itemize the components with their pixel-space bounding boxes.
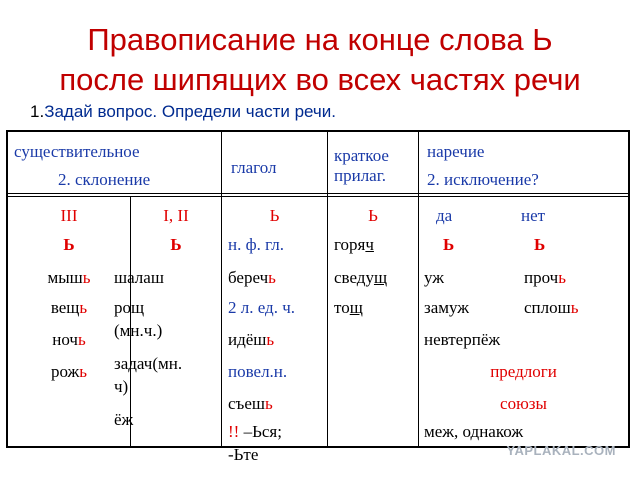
list-item: уж (424, 268, 445, 287)
col-divider-verb (221, 130, 222, 446)
list-item: рощ (114, 298, 145, 317)
adj-soft-sign: Ь (368, 206, 378, 225)
col-divider-adj (327, 130, 328, 446)
list-item: (мн.ч.) (114, 321, 163, 340)
adverb-sign-no: Ь (534, 235, 546, 254)
list-item: шалаш (114, 268, 164, 287)
header-short-adj-1: краткое (334, 146, 389, 165)
list-item: невтерпёж (424, 330, 501, 349)
adverb-prepositions: предлоги (490, 362, 557, 381)
list-item: сплошь (524, 298, 579, 317)
list-item: беречь (228, 268, 276, 287)
table-header-divider-2 (6, 196, 630, 197)
list-item: ёж (114, 410, 134, 429)
list-item: сведущ (334, 268, 388, 287)
list-item: замуж (424, 298, 470, 317)
noun-i-ii-soft-sign: Ь (170, 235, 182, 254)
header-adverb-exception: 2. исключение? (427, 170, 539, 189)
task-number: 1. (30, 102, 45, 121)
header-noun-declension: 2. склонение (58, 170, 151, 189)
header-adverb: наречие (427, 142, 485, 161)
list-item: повел.н. (228, 362, 288, 381)
list-item: !! –Ься; (228, 422, 282, 441)
page-title: Правописание на конце слова Ь (87, 22, 553, 57)
list-item: прочь (524, 268, 566, 287)
list-item: рожь (50, 362, 88, 381)
table-border-right (628, 130, 630, 448)
list-item: вещь (50, 298, 88, 317)
list-item: задач(мн. (114, 354, 183, 373)
list-item: съешь (228, 394, 273, 413)
table-border-left (6, 130, 8, 448)
list-item: 2 л. ед. ч. (228, 298, 296, 317)
adverb-yes: да (436, 206, 453, 225)
task-text: Задай вопрос. Определи части речи. (44, 102, 337, 121)
list-item: мышь (47, 268, 91, 287)
adverb-conjunctions: союзы (500, 394, 547, 413)
list-item: ч) (114, 377, 129, 396)
list-item: горяч (334, 235, 374, 254)
header-verb: глагол (231, 158, 277, 177)
list-item: -Ьте (228, 445, 259, 464)
task-instruction (30, 102, 336, 122)
verb-soft-sign: Ь (269, 206, 280, 225)
noun-iii-soft-sign: Ь (63, 235, 75, 254)
header-noun: существительное (14, 142, 140, 161)
table-header-divider (6, 193, 630, 194)
adverb-sign-yes: Ь (443, 235, 455, 254)
page-subtitle: после шипящих во всех частях речи (59, 62, 581, 97)
header-short-adj-2: прилаг. (334, 166, 387, 185)
adverb-no: нет (521, 206, 546, 225)
list-item: тощ (334, 298, 363, 317)
noun-i-ii-heading: I, II (163, 206, 189, 225)
list-item: идёшь (228, 330, 275, 349)
list-item: н. ф. гл. (228, 235, 284, 254)
list-item: ночь (52, 330, 86, 349)
noun-iii-heading: III (60, 206, 78, 225)
list-item: меж, однакож (424, 422, 524, 441)
watermark: YAPLAKAL.COM (506, 443, 616, 458)
table-border-top (6, 130, 630, 132)
